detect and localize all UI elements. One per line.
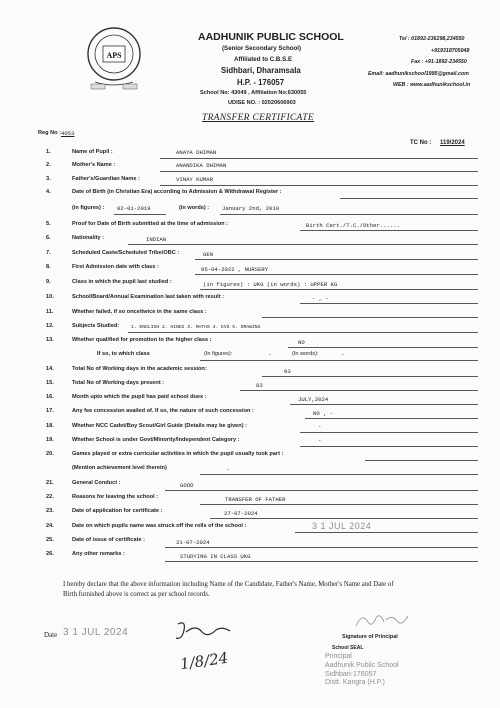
underline — [290, 404, 478, 405]
field-label-games: Games played or extra curricular activities in which the pupil usually took part : — [72, 451, 284, 457]
field-value-last-class: (in figures) : UKG (in words) : UPPER KG — [203, 281, 338, 288]
issuer-signature — [172, 620, 242, 645]
underline — [300, 446, 478, 447]
field-value-days-present: 83 — [256, 382, 263, 389]
underline — [160, 158, 478, 159]
field-label-nationality: Nationality : — [72, 235, 105, 241]
school-affiliation: Affiliated to C.B.S.E — [234, 56, 293, 63]
tc-no-label: TC No : — [410, 140, 432, 146]
underline — [114, 214, 166, 215]
field-value-conduct: GOOD — [180, 482, 194, 489]
field-value-dob-proof: Birth Cert./T.C./Other...... — [306, 222, 400, 229]
field-label-ncc: Whether NCC Cadet/Boy Scout/Girl Guide (Details may be given) : — [72, 423, 247, 429]
field-number: 2. — [46, 162, 51, 168]
field-number: 26. — [46, 551, 54, 557]
underline — [262, 317, 478, 318]
field-number: 12. — [46, 323, 54, 329]
school-logo — [85, 24, 143, 94]
declaration-line-2: Birth furnished above is correct as per school records. — [63, 591, 210, 598]
underline — [340, 198, 478, 199]
field-value-application-date: 27-07-2024 — [224, 510, 258, 517]
field-label-date-of-birth: Date of Birth (in Christian Era) according to Admission & Withdrawal Register : — [72, 189, 282, 195]
promotion-words-label: (In words): — [292, 351, 319, 357]
field-label-subjects: Subjects Studied: — [72, 323, 120, 329]
field-label-last-class: Class in which the pupil last studied : — [72, 279, 172, 285]
field-value-category: GEN — [203, 251, 214, 258]
field-number: 18. — [46, 423, 54, 429]
school-pin: H.P. - 176057 — [237, 78, 285, 87]
underline — [210, 518, 478, 519]
field-value-pupil-name: ANAYA DHIMAN — [176, 149, 217, 156]
tc-no-value: 119/2024 — [440, 140, 465, 146]
underline — [195, 274, 478, 275]
field-number: 22. — [46, 494, 54, 500]
promotion-class-label: If so, to which class — [97, 351, 150, 357]
field-number: 3. — [46, 176, 51, 182]
field-number: 23. — [46, 508, 54, 514]
school-location: Sidhbari, Dharamsala — [221, 66, 301, 75]
school-website: WEB : www.aadhunikschool.in — [393, 82, 471, 88]
underline — [200, 474, 478, 475]
handwritten-date: 1/8/24 — [178, 648, 230, 674]
field-number: 6. — [46, 235, 51, 241]
games-achievement-label: (Mention achievement level therein) — [72, 465, 167, 471]
field-value-mother-name: ANANDIKA DHIMAN — [176, 162, 227, 169]
principal-signature-label: Signature of Principal — [342, 634, 398, 640]
field-value-leaving-reason: TRANSFER OF FATHER — [225, 496, 286, 503]
field-number: 15. — [46, 380, 54, 386]
fax-number: Fax : +91-1892-234550 — [411, 59, 467, 65]
field-number: 19. — [46, 437, 54, 443]
field-label-school-category: Whether School is under Govt/Minority/Independent Category : — [72, 437, 240, 443]
field-number: 1. — [46, 149, 51, 155]
field-value-promotion: NO — [298, 339, 305, 346]
field-value-remarks: STUDYING IN CLASS UKG — [180, 553, 251, 560]
field-label-mother-name: Mother's Name : — [72, 162, 116, 168]
field-value-working-days: 93 — [284, 368, 291, 375]
field-label-pupil-name: Name of Pupil : — [72, 149, 113, 155]
field-label-conduct: General Conduct : — [72, 480, 121, 486]
underline — [300, 303, 478, 304]
school-name: AADHUNIK PUBLIC SCHOOL — [198, 31, 344, 43]
underline — [160, 171, 478, 172]
dob-figures-label: (in figures) : — [72, 205, 105, 211]
field-number: 8. — [46, 264, 51, 270]
underline — [195, 259, 478, 260]
field-value-fee-concession: NO , - — [313, 410, 334, 417]
field-number: 17. — [46, 408, 54, 414]
underline — [200, 360, 478, 361]
field-value-dues-paid: JULY,2024 — [298, 396, 329, 403]
field-value-issue-date: 31-07-2024 — [176, 539, 210, 546]
school-type: (Senior Secondary School) — [222, 45, 302, 52]
declaration-line-1: I hereby declare that the above information including Name of the Candidate, Father's Name, Mother's Name and Date of — [63, 581, 394, 588]
promotion-words-value: - — [341, 351, 345, 358]
field-number: 10. — [46, 294, 54, 300]
underline — [300, 230, 478, 231]
field-value-first-admission: 05-04-2022 , NURSERY — [201, 266, 269, 273]
phone-number: Tel : 01892-236298,234550 — [399, 36, 465, 42]
field-value-father-name: VINAY KUMAR — [176, 176, 213, 183]
field-label-days-present: Total No of Working days present : — [72, 380, 165, 386]
field-label-remarks: Any other remarks : — [72, 551, 125, 557]
underline — [200, 504, 478, 505]
school-email: Email: aadhunikschool1995@gmail.com — [368, 71, 469, 77]
field-label-leaving-reason: Reasons for leaving the school : — [72, 494, 159, 500]
field-value-subjects: 1. ENGLISH 2. HINDI 3. MATHS 4. EVS 5. DRAWING — [131, 325, 261, 330]
field-label-failed: Whether failed, if so once/twice in the same class : — [72, 309, 207, 315]
field-number: 7. — [46, 250, 51, 256]
field-label-issue-date: Date of issue of certificate : — [72, 537, 146, 543]
underline — [200, 289, 478, 290]
field-value-last-exam: - , - — [312, 295, 329, 302]
date-stamp: 3 1 JUL 2024 — [63, 627, 129, 638]
field-label-application-date: Date of application for certificate : — [72, 508, 163, 514]
underline — [365, 460, 478, 461]
field-number: 24. — [46, 523, 54, 529]
field-number: 21. — [46, 480, 54, 486]
field-number: 11. — [46, 309, 54, 315]
field-value-struck-off-date: 3 1 JUL 2024 — [312, 521, 372, 531]
field-label-category: Scheduled Caste/Scheduled Tribe/OBC : — [72, 250, 180, 256]
udise-number: UDISE NO. : 02020606903 — [228, 100, 296, 106]
field-number: 9. — [46, 279, 51, 285]
dob-words-label: (in words) : — [179, 205, 210, 211]
underline — [262, 376, 478, 377]
field-label-struck-off-date: Date on which pupils name was struck off the rolls of the school : — [72, 523, 247, 529]
underline — [128, 244, 478, 245]
reg-no-label: Reg No : — [38, 130, 61, 136]
field-label-father-name: Father's/Guardian Name : — [72, 176, 140, 182]
field-number: 5. — [46, 221, 51, 227]
field-number: 25. — [46, 537, 54, 543]
field-value-ncc: - — [318, 423, 322, 430]
underline — [288, 347, 478, 348]
underline — [165, 547, 478, 548]
underline — [305, 418, 478, 419]
promotion-figures-value: - — [268, 351, 272, 358]
school-number: School No: 43049 , Affiliation No:630055 — [200, 90, 307, 96]
school-seal-label: School SEAL — [332, 645, 364, 651]
underline — [300, 432, 478, 433]
field-label-dob-proof: Proof for Date of Birth submitted at the time of admission : — [72, 221, 229, 227]
underline — [240, 390, 478, 391]
field-label-promotion: Whether qualified for promotion to the higher class : — [72, 337, 212, 343]
underline — [128, 332, 478, 333]
underline — [160, 185, 478, 186]
field-number: 16. — [46, 394, 54, 400]
field-number: 20. — [46, 451, 54, 457]
field-number: 13. — [46, 337, 54, 343]
field-label-last-exam: School/Board/Annual Examination last taken with result : — [72, 294, 224, 300]
underline — [165, 490, 478, 491]
dob-words-value: January 2nd, 2019 — [222, 205, 280, 212]
underline — [165, 561, 478, 562]
svg-text:APS: APS — [106, 51, 122, 60]
reg-no-value: 4053 — [61, 130, 75, 137]
principal-signature — [352, 610, 412, 632]
principal-seal: Principal Aadhunik Public School Sidhbari-176057 Distt. Kangra (H.P.) — [325, 653, 399, 687]
document-title: TRANSFER CERTIFICATE — [202, 113, 314, 123]
field-value-games: - — [226, 466, 230, 473]
field-label-working-days: Total No of Working days in the academic session: — [72, 366, 207, 372]
promotion-figures-label: (In figures): — [204, 351, 233, 357]
underline — [220, 214, 478, 215]
phone-number-2: +919318705048 — [431, 48, 470, 54]
underline — [295, 532, 478, 533]
field-number: 14. — [46, 366, 54, 372]
field-label-first-admission: First Admission date with class : — [72, 264, 159, 270]
field-number: 4. — [46, 189, 51, 195]
field-value-nationality: INDIAN — [146, 236, 167, 243]
field-label-dues-paid: Month upto which the pupil has paid school dues : — [72, 394, 207, 400]
field-value-school-category: - — [318, 437, 322, 444]
date-label: Date — [44, 631, 58, 639]
dob-figures-value: 02-01-2019 — [117, 205, 151, 212]
field-label-fee-concession: Any fee concession availed of. If so, the nature of such concession : — [72, 408, 254, 414]
